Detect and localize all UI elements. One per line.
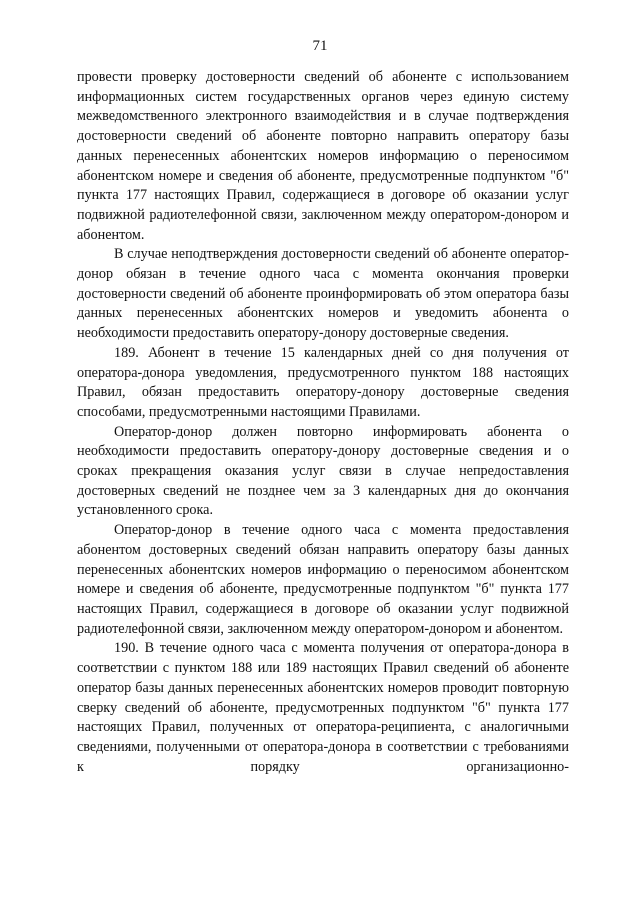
paragraph-donor-sends: Оператор-донор в течение одного часа с момента предоставления абонентом достоверных сведений обязан направить оператору базы данных перенесенных абонентских номеров информацию о переносимом абонентском номере и сведения об абоненте, предусмотренные подпунктом "б" пункта 177 настоящих Правил, содержащиеся в договоре об оказании услуг подвижной радиотелефонной связи, заключенном между оператором-донором и абонентом.	[77, 522, 569, 637]
document-body	[77, 68, 569, 777]
paragraph-189: 189. Абонент в течение 15 календарных дней со дня получения от оператора-донора уведомления, предусмотренного пунктом 188 настоящих Правил, обязан предоставить оператору-донору достоверные сведения способами, предусмотренными настоящими Правилами.	[77, 344, 569, 420]
paragraph-nonconfirmation: В случае неподтверждения достоверности сведений об абоненте оператор-донор обязан в течение одного часа с момента окончания проверки достоверности сведений об абоненте проинформировать об этом оператора базы данных перенесенных абонентских номеров и уведомить абонента о необходимости предоставить оператору-донору достоверные сведения.	[77, 246, 569, 342]
paragraph-repeat-notice: Оператор-донор должен повторно информировать абонента о необходимости предоставить оператору-донору достоверные сведения и о сроках прекращения оказания услуг связи в случае непредоставления достоверных сведений не позднее чем за 3 календарных дня до окончания установленного срока.	[77, 423, 569, 519]
page-number: 71	[312, 38, 328, 54]
paragraph-190: 190. В течение одного часа с момента получения от оператора-донора в соответствии с пунктом 188 или 189 настоящих Правил сведений об абоненте оператор базы данных перенесенных абонентских номеров проводит повторную сверку сведений об абоненте, предусмотренных подпунктом "б" пункта 177 настоящих Правил, полученных от оператора-реципиента, с аналогичными сведениями, полученными от оператора-донора в соответствии с требованиями к порядку организационно-	[77, 640, 569, 775]
paragraph-continuation: провести проверку достоверности сведений об абоненте с использованием информационных систем государственных органов через единую систему межведомственного электронного взаимодействия и в случае подтверждения достоверности сведений об абоненте повторно направить оператору базы данных перенесенных абонентских номеров информацию о переносимом абонентском номере и сведения об абоненте, предусмотренные подпунктом "б" пункта 177 настоящих Правил, содержащиеся в договоре об оказании услуг подвижной радиотелефонной связи, заключенном между оператором-донором и абонентом.	[77, 69, 569, 243]
